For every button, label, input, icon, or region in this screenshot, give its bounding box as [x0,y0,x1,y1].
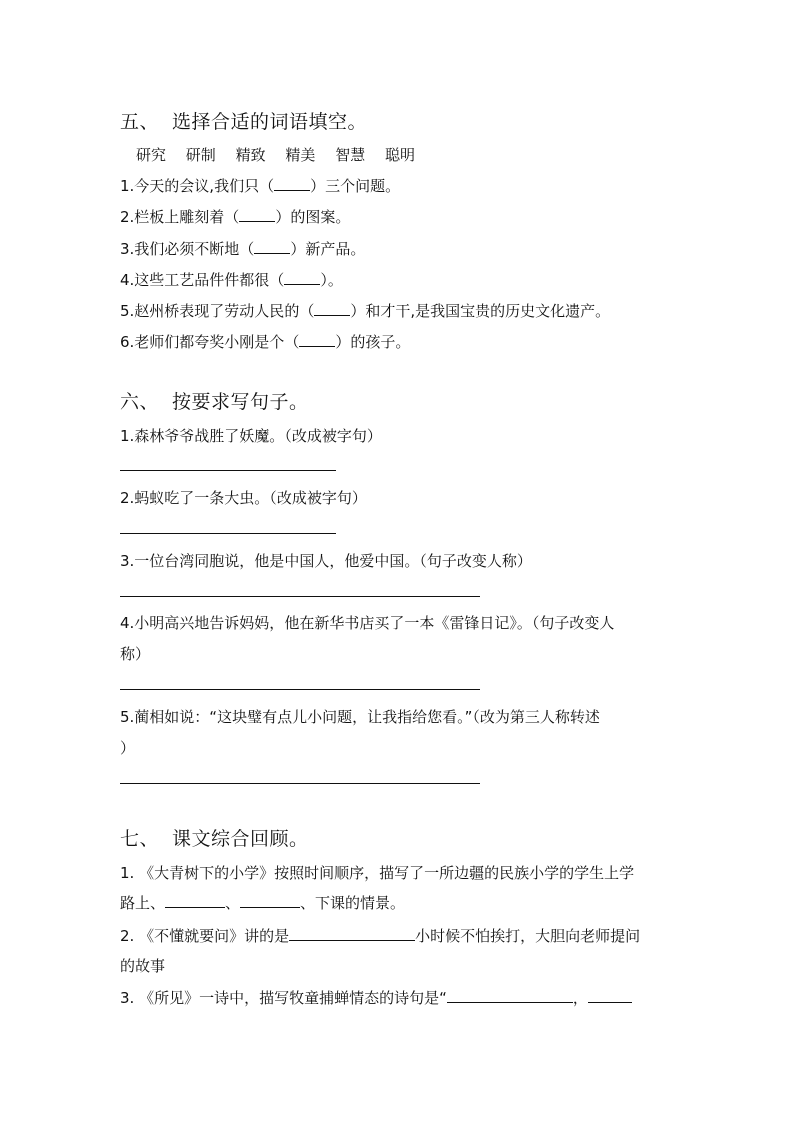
answer-blank[interactable] [254,253,290,254]
question-text: ）三个问题。 [310,177,401,195]
answer-blank[interactable] [299,346,335,347]
word-option: 精致 [235,146,266,164]
answer-blank[interactable] [274,190,310,191]
section-5-number: 五、 [120,111,160,133]
answer-blank[interactable] [240,907,300,908]
review-question [120,925,640,946]
question-text: ）和才干,是我国宝贵的历史文化遗产。 [350,302,611,320]
answer-blank[interactable] [588,1002,632,1003]
question-text: 5.赵州桥表现了劳动人民的（ [120,302,315,320]
question-text: 2.栏板上雕刻着（ [120,208,240,226]
question-text: 4.这些工艺品件件都很（ [120,271,285,289]
review-question [120,987,632,1008]
fill-question [120,175,400,196]
rewrite-question: 3.一位台湾同胞说，他是中国人，他爱中国。（句子改变人称） [120,552,532,570]
answer-blank[interactable] [284,284,320,285]
rewrite-question-continued: 称） [120,645,151,663]
question-text: ， [572,989,588,1007]
rewrite-question: 1.森林爷爷战胜了妖魔。（改成被字句） [120,427,382,445]
question-text: 、 [225,894,241,912]
fill-question [120,331,410,352]
word-bank [136,144,415,165]
word-option: 研究 [136,146,167,164]
fill-question [120,206,350,227]
rewrite-question-continued: ） [120,739,136,757]
word-option: 精美 [285,146,316,164]
answer-blank[interactable] [447,1002,573,1003]
section-6-title: 按要求写句子。 [172,391,309,413]
section-5-heading [120,107,367,134]
question-text: 2. 《不懂就要问》讲的是 [120,927,290,945]
rewrite-question: 2.蚂蚁吃了一条大虫。（改成被字句） [120,489,367,507]
section-7-heading [120,824,309,851]
fill-question [120,269,343,290]
section-6-heading [120,387,309,414]
question-text: 1.今天的会议,我们只（ [120,177,275,195]
answer-line[interactable] [120,533,336,534]
answer-line[interactable] [120,689,480,690]
section-6-number: 六、 [120,391,160,413]
question-text: 3. 《所见》一诗中，描写牧童捕蝉情态的诗句是“ [120,989,447,1007]
fill-question [120,300,610,321]
rewrite-question: 5.蔺相如说：“这块璧有点儿小问题，让我指给您看。”（改为第三人称转述 [120,708,600,726]
section-7-title: 课文综合回顾。 [172,828,309,850]
question-text: 小时候不怕挨打，大胆向老师提问 [415,927,641,945]
question-text: 6.老师们都夸奖小刚是个（ [120,333,300,351]
question-text: 、下课的情景。 [300,894,406,912]
answer-blank[interactable] [289,940,415,941]
word-option: 智慧 [335,146,366,164]
word-option: 聪明 [384,146,415,164]
answer-blank[interactable] [239,221,275,222]
answer-blank[interactable] [314,315,350,316]
fill-question [120,238,365,259]
answer-line[interactable] [120,596,480,597]
question-text: ）。 [320,271,343,289]
section-7-number: 七、 [120,828,160,850]
question-text: 路上、 [120,894,166,912]
answer-line[interactable] [120,783,480,784]
answer-blank[interactable] [165,907,225,908]
word-option: 研制 [185,146,216,164]
rewrite-question: 4.小明高兴地告诉妈妈，他在新华书店买了一本《雷锋日记》。（句子改变人 [120,614,615,632]
review-question: 1. 《大青树下的小学》按照时间顺序，描写了一所边疆的民族小学的学生上学 [120,864,635,882]
review-question-continued: 的故事 [120,957,166,975]
question-text: ）新产品。 [290,240,366,258]
question-text: 3.我们必须不断地（ [120,240,255,258]
question-text: ）的图案。 [275,208,351,226]
answer-line[interactable] [120,470,336,471]
section-5-title: 选择合适的词语填空。 [172,111,368,133]
question-text: ）的孩子。 [335,333,411,351]
review-question-continued [120,892,405,913]
